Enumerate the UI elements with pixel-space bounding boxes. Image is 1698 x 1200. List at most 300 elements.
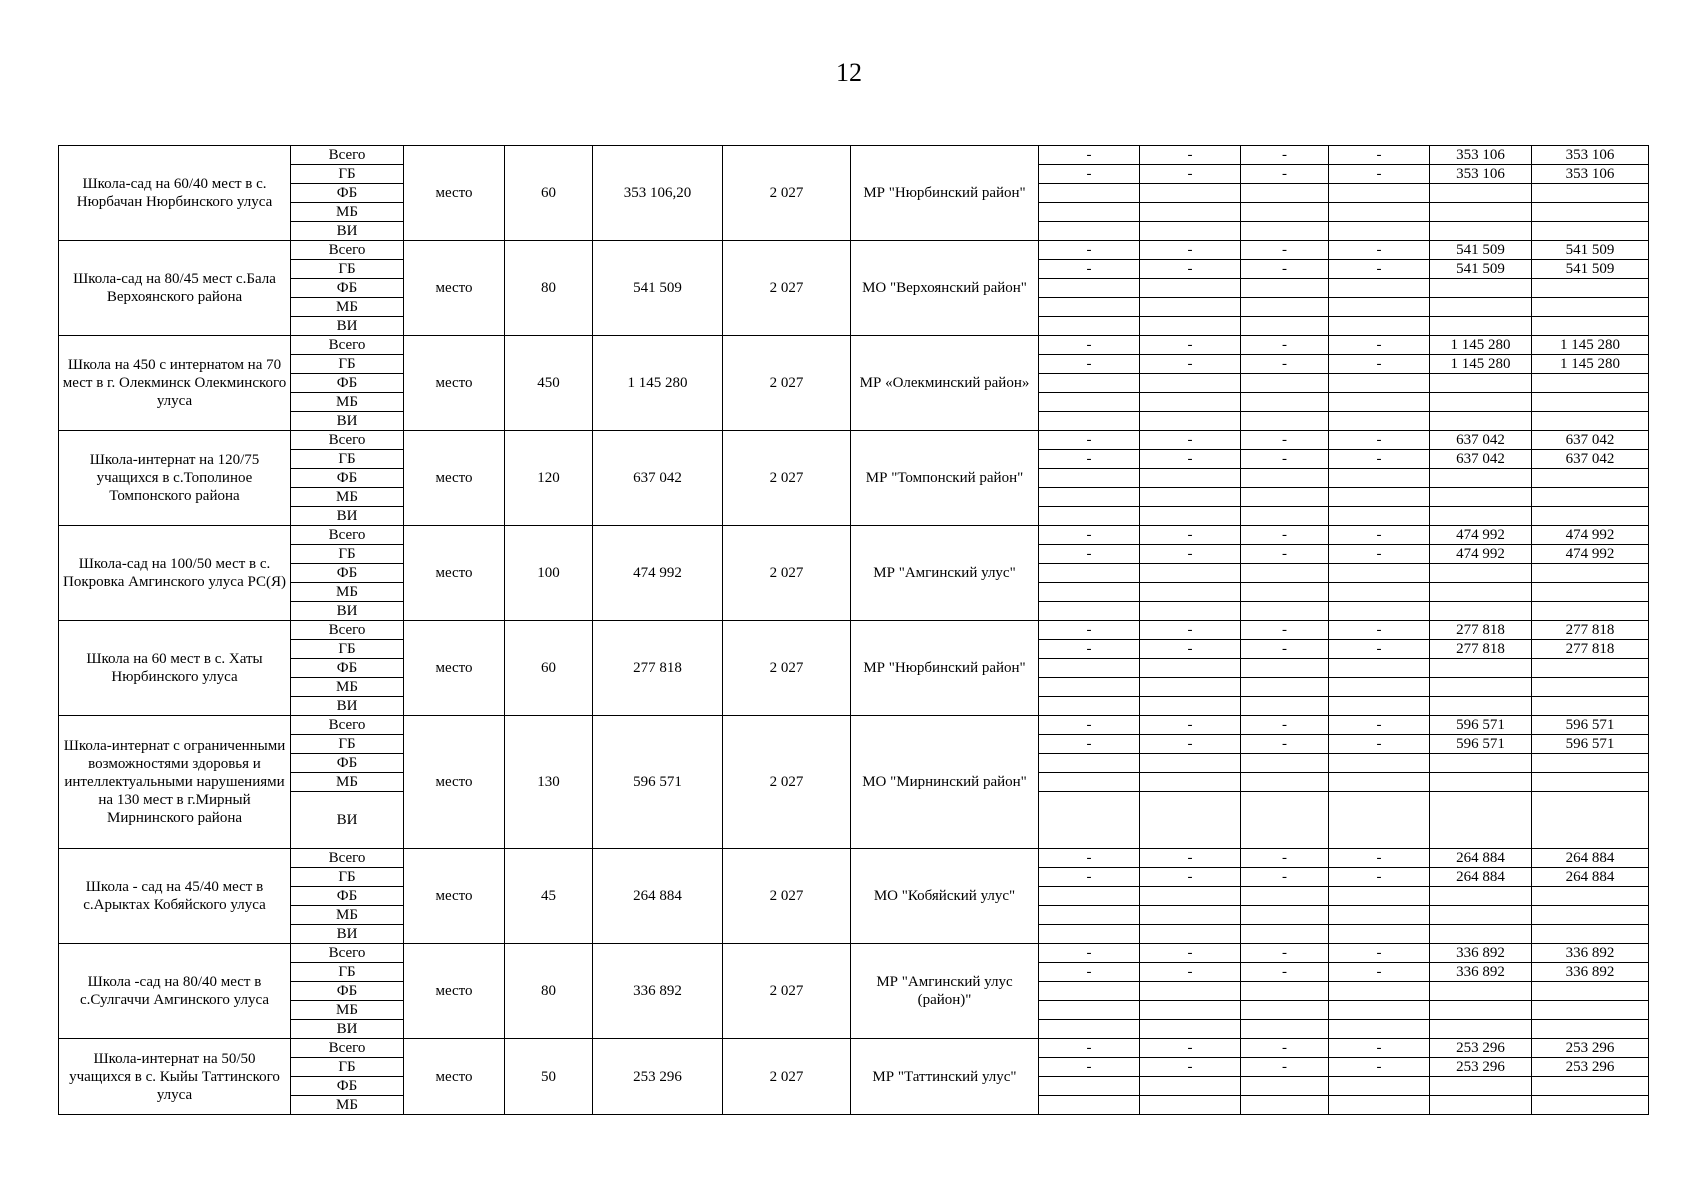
amount-cell [1430, 1077, 1532, 1096]
amount-cell [1430, 488, 1532, 507]
amount-cell: - [1241, 868, 1329, 887]
amount-cell [1430, 659, 1532, 678]
amount-cell: 264 884 [1532, 868, 1649, 887]
amount-cell [1140, 754, 1241, 773]
funding-source-cell: Всего [291, 944, 404, 963]
unit-cell: место [404, 146, 505, 241]
amount-cell [1140, 925, 1241, 944]
amount-cell [1329, 507, 1430, 526]
amount-cell: - [1329, 621, 1430, 640]
amount-cell: - [1241, 165, 1329, 184]
funding-source-cell: МБ [291, 678, 404, 697]
amount-cell: 253 296 [1532, 1058, 1649, 1077]
funding-source-cell: ГБ [291, 165, 404, 184]
amount-cell: - [1241, 450, 1329, 469]
funding-source-cell: ФБ [291, 659, 404, 678]
unit-cell: место [404, 431, 505, 526]
funding-source-cell: Всего [291, 621, 404, 640]
cost-cell: 353 106,20 [593, 146, 723, 241]
cost-cell: 253 296 [593, 1039, 723, 1115]
amount-cell: 253 296 [1430, 1039, 1532, 1058]
amount-cell [1430, 583, 1532, 602]
amount-cell [1532, 982, 1649, 1001]
amount-cell: - [1329, 963, 1430, 982]
amount-cell: - [1140, 260, 1241, 279]
amount-cell: - [1329, 355, 1430, 374]
unit-cell: место [404, 621, 505, 716]
amount-cell: - [1329, 336, 1430, 355]
amount-cell: - [1039, 165, 1140, 184]
amount-cell [1532, 887, 1649, 906]
amount-cell [1241, 982, 1329, 1001]
amount-cell [1241, 412, 1329, 431]
funding-source-cell: ВИ [291, 925, 404, 944]
amount-cell: - [1140, 450, 1241, 469]
amount-cell [1039, 469, 1140, 488]
amount-cell [1430, 469, 1532, 488]
amount-cell: - [1241, 621, 1329, 640]
unit-cell: место [404, 1039, 505, 1115]
amount-cell: - [1140, 1058, 1241, 1077]
amount-cell [1039, 1001, 1140, 1020]
amount-cell [1430, 507, 1532, 526]
funding-source-cell: Всего [291, 146, 404, 165]
amount-cell: - [1039, 260, 1140, 279]
amount-cell [1241, 773, 1329, 792]
year-cell: 2 027 [723, 716, 851, 849]
amount-cell: 541 509 [1532, 241, 1649, 260]
amount-cell: - [1039, 336, 1140, 355]
funding-source-cell: Всего [291, 716, 404, 735]
amount-cell [1430, 374, 1532, 393]
funding-source-cell: ФБ [291, 279, 404, 298]
capacity-cell: 60 [505, 621, 593, 716]
object-name-cell: Школа-сад на 100/50 мест в с. Покровка Амгинского улуса РС(Я) [59, 526, 291, 621]
amount-cell: 596 571 [1532, 735, 1649, 754]
funding-source-cell: ВИ [291, 792, 404, 849]
amount-cell: - [1039, 1039, 1140, 1058]
amount-cell [1140, 564, 1241, 583]
amount-cell: - [1241, 849, 1329, 868]
amount-cell [1329, 374, 1430, 393]
amount-cell [1140, 887, 1241, 906]
cost-cell: 596 571 [593, 716, 723, 849]
year-cell: 2 027 [723, 146, 851, 241]
amount-cell [1532, 925, 1649, 944]
amount-cell [1140, 279, 1241, 298]
funding-source-cell: ВИ [291, 317, 404, 336]
amount-cell [1241, 1096, 1329, 1115]
amount-cell [1039, 792, 1140, 849]
amount-cell: - [1140, 526, 1241, 545]
amount-cell [1140, 678, 1241, 697]
amount-cell [1532, 602, 1649, 621]
table-row [59, 241, 1649, 260]
amount-cell [1039, 222, 1140, 241]
funding-source-cell: ГБ [291, 868, 404, 887]
amount-cell [1039, 887, 1140, 906]
amount-cell [1241, 792, 1329, 849]
year-cell: 2 027 [723, 621, 851, 716]
amount-cell [1039, 583, 1140, 602]
amount-cell: - [1039, 640, 1140, 659]
amount-cell [1039, 982, 1140, 1001]
funding-source-cell: ФБ [291, 887, 404, 906]
amount-cell [1329, 1020, 1430, 1039]
amount-cell [1532, 298, 1649, 317]
amount-cell: 637 042 [1430, 431, 1532, 450]
page-number: 12 [836, 58, 862, 87]
amount-cell: - [1039, 450, 1140, 469]
amount-cell [1430, 298, 1532, 317]
table-row [59, 336, 1649, 355]
funding-source-cell: ВИ [291, 1020, 404, 1039]
municipality-cell: МО "Кобяйский улус" [851, 849, 1039, 944]
amount-cell [1039, 564, 1140, 583]
amount-cell: 264 884 [1532, 849, 1649, 868]
funding-source-cell: ФБ [291, 1077, 404, 1096]
amount-cell [1532, 203, 1649, 222]
funding-source-cell: ГБ [291, 355, 404, 374]
capacity-cell: 100 [505, 526, 593, 621]
funding-source-cell: Всего [291, 336, 404, 355]
municipality-cell: МР "Амгинский улус" [851, 526, 1039, 621]
capacity-cell: 45 [505, 849, 593, 944]
funding-source-cell: ФБ [291, 982, 404, 1001]
amount-cell [1039, 697, 1140, 716]
amount-cell: - [1140, 640, 1241, 659]
funding-source-cell: МБ [291, 583, 404, 602]
amount-cell: - [1039, 963, 1140, 982]
amount-cell [1241, 697, 1329, 716]
amount-cell [1329, 184, 1430, 203]
amount-cell: 1 145 280 [1532, 336, 1649, 355]
funding-source-cell: ФБ [291, 754, 404, 773]
amount-cell: - [1241, 716, 1329, 735]
amount-cell [1329, 1077, 1430, 1096]
amount-cell: - [1329, 944, 1430, 963]
capacity-cell: 80 [505, 944, 593, 1039]
amount-cell [1039, 317, 1140, 336]
funding-source-cell: ВИ [291, 222, 404, 241]
amount-cell: - [1039, 1058, 1140, 1077]
amount-cell: - [1241, 1058, 1329, 1077]
amount-cell [1241, 659, 1329, 678]
amount-cell [1430, 906, 1532, 925]
amount-cell [1241, 393, 1329, 412]
municipality-cell: МР "Нюрбинский район" [851, 146, 1039, 241]
amount-cell [1532, 583, 1649, 602]
capacity-cell: 130 [505, 716, 593, 849]
amount-cell: - [1039, 849, 1140, 868]
amount-cell: - [1241, 146, 1329, 165]
amount-cell: 474 992 [1532, 526, 1649, 545]
municipality-cell: МР "Нюрбинский район" [851, 621, 1039, 716]
amount-cell: - [1140, 621, 1241, 640]
amount-cell: - [1140, 431, 1241, 450]
amount-cell [1532, 678, 1649, 697]
table-row [59, 1039, 1649, 1058]
amount-cell: 596 571 [1430, 716, 1532, 735]
amount-cell [1329, 1001, 1430, 1020]
amount-cell [1430, 393, 1532, 412]
amount-cell [1241, 184, 1329, 203]
amount-cell [1140, 1001, 1241, 1020]
amount-cell: 264 884 [1430, 868, 1532, 887]
table-row [59, 849, 1649, 868]
cost-cell: 336 892 [593, 944, 723, 1039]
amount-cell [1430, 412, 1532, 431]
amount-cell [1039, 374, 1140, 393]
amount-cell [1140, 1077, 1241, 1096]
amount-cell [1329, 925, 1430, 944]
cost-cell: 637 042 [593, 431, 723, 526]
amount-cell: - [1140, 355, 1241, 374]
amount-cell: - [1241, 260, 1329, 279]
amount-cell [1140, 222, 1241, 241]
amount-cell [1329, 222, 1430, 241]
amount-cell [1039, 678, 1140, 697]
amount-cell [1329, 203, 1430, 222]
funding-source-cell: ВИ [291, 507, 404, 526]
amount-cell [1140, 412, 1241, 431]
funding-source-cell: ВИ [291, 602, 404, 621]
object-name-cell: Школа -сад на 80/40 мест в с.Сулгаччи Амгинского улуса [59, 944, 291, 1039]
amount-cell: 541 509 [1430, 260, 1532, 279]
funding-source-cell: Всего [291, 849, 404, 868]
amount-cell: - [1329, 1039, 1430, 1058]
funding-source-cell: ФБ [291, 564, 404, 583]
amount-cell [1241, 203, 1329, 222]
year-cell: 2 027 [723, 336, 851, 431]
amount-cell: - [1329, 545, 1430, 564]
funding-source-cell: МБ [291, 1001, 404, 1020]
amount-cell [1039, 659, 1140, 678]
amount-cell: 336 892 [1532, 963, 1649, 982]
year-cell: 2 027 [723, 1039, 851, 1115]
amount-cell [1329, 659, 1430, 678]
amount-cell: - [1241, 431, 1329, 450]
amount-cell [1532, 564, 1649, 583]
amount-cell: - [1039, 146, 1140, 165]
amount-cell: - [1241, 944, 1329, 963]
amount-cell: 596 571 [1532, 716, 1649, 735]
amount-cell [1140, 317, 1241, 336]
amount-cell: - [1140, 336, 1241, 355]
object-name-cell: Школа-сад на 60/40 мест в с. Нюрбачан Нюрбинского улуса [59, 146, 291, 241]
amount-cell: - [1329, 241, 1430, 260]
amount-cell [1140, 792, 1241, 849]
amount-cell [1430, 678, 1532, 697]
amount-cell [1329, 792, 1430, 849]
amount-cell: 637 042 [1532, 431, 1649, 450]
amount-cell: 336 892 [1430, 963, 1532, 982]
funding-source-cell: ГБ [291, 640, 404, 659]
amount-cell [1039, 773, 1140, 792]
funding-source-cell: МБ [291, 906, 404, 925]
amount-cell: 277 818 [1532, 621, 1649, 640]
amount-cell [1430, 1001, 1532, 1020]
amount-cell: - [1241, 336, 1329, 355]
amount-cell [1329, 697, 1430, 716]
unit-cell: место [404, 944, 505, 1039]
funding-source-cell: Всего [291, 431, 404, 450]
amount-cell [1039, 279, 1140, 298]
amount-cell [1532, 1096, 1649, 1115]
amount-cell [1039, 184, 1140, 203]
amount-cell [1241, 906, 1329, 925]
funding-source-cell: МБ [291, 393, 404, 412]
amount-cell [1532, 1001, 1649, 1020]
amount-cell [1140, 488, 1241, 507]
amount-cell [1241, 298, 1329, 317]
amount-cell [1532, 507, 1649, 526]
amount-cell [1241, 1020, 1329, 1039]
object-name-cell: Школа на 450 с интернатом на 70 мест в г. Олекминск Олекминского улуса [59, 336, 291, 431]
amount-cell: - [1039, 944, 1140, 963]
amount-cell: - [1140, 1039, 1241, 1058]
table-row [59, 146, 1649, 165]
amount-cell [1241, 925, 1329, 944]
amount-cell [1532, 1020, 1649, 1039]
amount-cell: - [1329, 868, 1430, 887]
amount-cell: 1 145 280 [1532, 355, 1649, 374]
funding-source-cell: ГБ [291, 735, 404, 754]
amount-cell: 353 106 [1430, 165, 1532, 184]
amount-cell [1329, 279, 1430, 298]
amount-cell [1329, 754, 1430, 773]
amount-cell [1140, 906, 1241, 925]
amount-cell [1039, 602, 1140, 621]
amount-cell [1329, 602, 1430, 621]
municipality-cell: МР "Таттинский улус" [851, 1039, 1039, 1115]
amount-cell [1430, 222, 1532, 241]
amount-cell [1430, 1096, 1532, 1115]
amount-cell [1329, 564, 1430, 583]
amount-cell [1039, 393, 1140, 412]
funding-source-cell: МБ [291, 488, 404, 507]
amount-cell: - [1140, 716, 1241, 735]
amount-cell [1329, 317, 1430, 336]
amount-cell: - [1039, 241, 1140, 260]
amount-cell: - [1241, 963, 1329, 982]
unit-cell: место [404, 849, 505, 944]
amount-cell [1039, 507, 1140, 526]
funding-source-cell: Всего [291, 241, 404, 260]
funding-source-cell: ГБ [291, 1058, 404, 1077]
amount-cell [1329, 678, 1430, 697]
amount-cell: - [1329, 849, 1430, 868]
unit-cell: место [404, 241, 505, 336]
amount-cell [1329, 469, 1430, 488]
amount-cell: - [1140, 165, 1241, 184]
amount-cell [1039, 906, 1140, 925]
object-name-cell: Школа на 60 мест в с. Хаты Нюрбинского улуса [59, 621, 291, 716]
amount-cell [1039, 754, 1140, 773]
funding-source-cell: ВИ [291, 697, 404, 716]
amount-cell: - [1140, 868, 1241, 887]
object-name-cell: Школа - сад на 45/40 мест в с.Арыктах Кобяйского улуса [59, 849, 291, 944]
amount-cell [1532, 222, 1649, 241]
amount-cell [1430, 279, 1532, 298]
amount-cell: - [1241, 355, 1329, 374]
amount-cell [1329, 1096, 1430, 1115]
amount-cell [1430, 184, 1532, 203]
amount-cell: - [1039, 735, 1140, 754]
object-name-cell: Школа-интернат с ограниченными возможностями здоровья и интеллектуальными нарушениями на 130 мест в г.Мирный Мирнинского района [59, 716, 291, 849]
amount-cell: 474 992 [1430, 526, 1532, 545]
amount-cell [1532, 317, 1649, 336]
amount-cell [1241, 222, 1329, 241]
amount-cell [1039, 925, 1140, 944]
amount-cell [1430, 602, 1532, 621]
funding-source-cell: Всего [291, 1039, 404, 1058]
amount-cell: 253 296 [1532, 1039, 1649, 1058]
funding-source-cell: ФБ [291, 469, 404, 488]
year-cell: 2 027 [723, 431, 851, 526]
amount-cell [1241, 678, 1329, 697]
object-name-cell: Школа-интернат на 50/50 учащихся в с. Кыйы Таттинского улуса [59, 1039, 291, 1115]
funding-source-cell: ФБ [291, 184, 404, 203]
year-cell: 2 027 [723, 944, 851, 1039]
amount-cell: - [1329, 165, 1430, 184]
municipality-cell: МР "Амгинский улус (район)" [851, 944, 1039, 1039]
amount-cell [1532, 754, 1649, 773]
amount-cell [1039, 203, 1140, 222]
amount-cell: - [1140, 963, 1241, 982]
amount-cell: - [1241, 241, 1329, 260]
amount-cell: 277 818 [1430, 640, 1532, 659]
amount-cell: 264 884 [1430, 849, 1532, 868]
year-cell: 2 027 [723, 849, 851, 944]
amount-cell [1430, 564, 1532, 583]
amount-cell [1532, 412, 1649, 431]
amount-cell: 474 992 [1430, 545, 1532, 564]
capacity-cell: 50 [505, 1039, 593, 1115]
funding-source-cell: ВИ [291, 412, 404, 431]
amount-cell: - [1140, 146, 1241, 165]
amount-cell: - [1241, 640, 1329, 659]
amount-cell [1039, 1077, 1140, 1096]
amount-cell: - [1039, 355, 1140, 374]
amount-cell [1430, 317, 1532, 336]
amount-cell [1140, 469, 1241, 488]
amount-cell [1140, 298, 1241, 317]
amount-cell [1140, 203, 1241, 222]
amount-cell: - [1241, 526, 1329, 545]
amount-cell: 637 042 [1532, 450, 1649, 469]
amount-cell [1532, 906, 1649, 925]
amount-cell: 353 106 [1532, 146, 1649, 165]
amount-cell [1241, 583, 1329, 602]
amount-cell [1140, 393, 1241, 412]
amount-cell: - [1329, 1058, 1430, 1077]
amount-cell [1039, 298, 1140, 317]
amount-cell [1140, 773, 1241, 792]
capacity-cell: 120 [505, 431, 593, 526]
amount-cell [1241, 1077, 1329, 1096]
table-row [59, 526, 1649, 545]
amount-cell [1532, 374, 1649, 393]
amount-cell [1241, 507, 1329, 526]
amount-cell [1241, 754, 1329, 773]
unit-cell: место [404, 716, 505, 849]
amount-cell: 336 892 [1430, 944, 1532, 963]
object-name-cell: Школа-интернат на 120/75 учащихся в с.Тополиное Томпонского района [59, 431, 291, 526]
amount-cell: 1 145 280 [1430, 336, 1532, 355]
amount-cell [1532, 1077, 1649, 1096]
capacity-cell: 80 [505, 241, 593, 336]
